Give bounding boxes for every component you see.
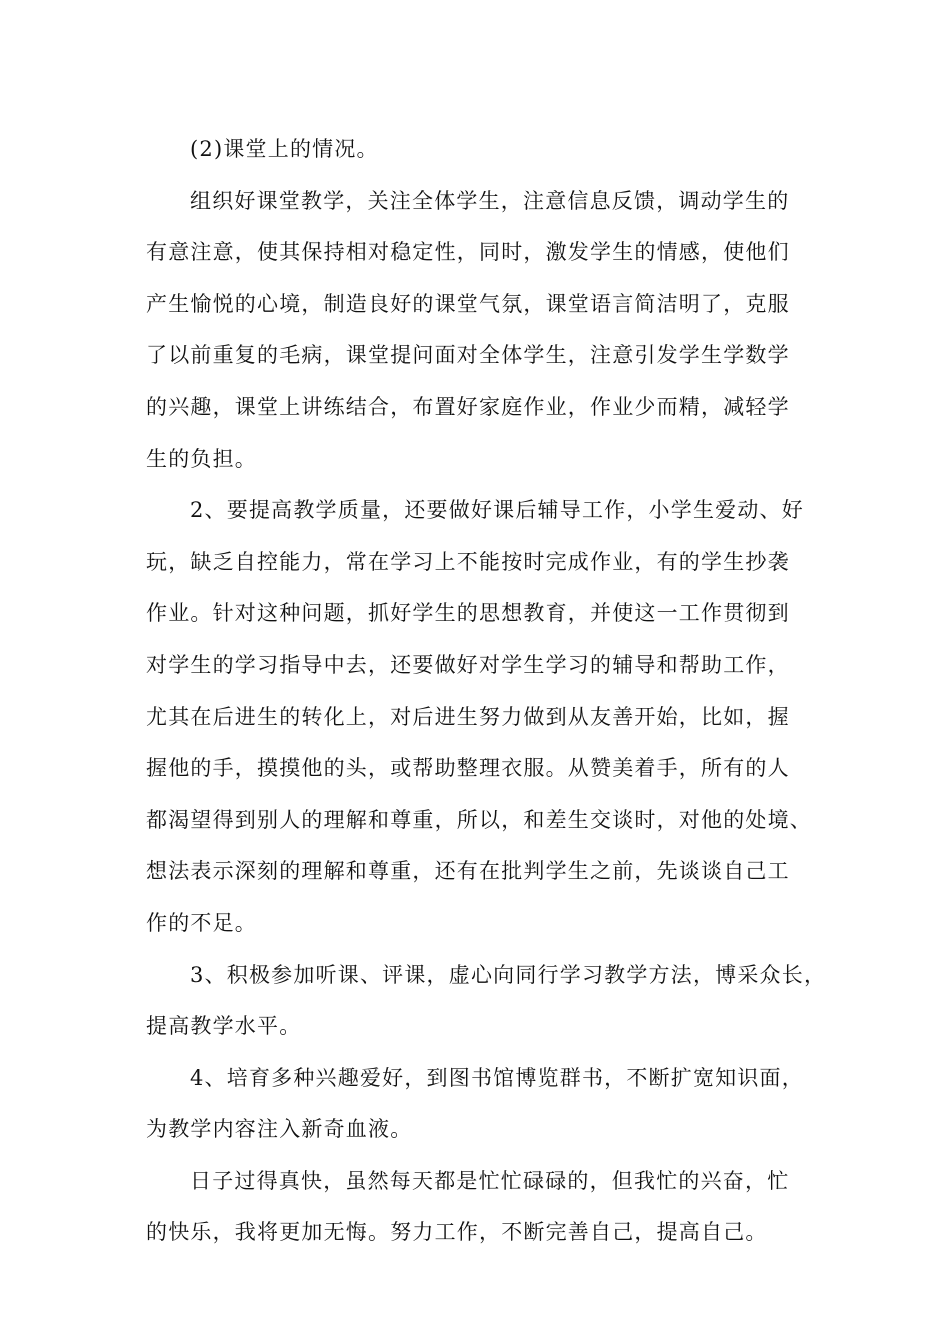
- text-line: 组织好课堂教学，关注全体学生，注意信息反馈，调动学生的: [190, 188, 790, 213]
- text-line: 3、积极参加听课、评课，虚心向同行学习教学方法，博采众长，: [190, 962, 827, 987]
- text-line: 的兴趣，课堂上讲练结合，布置好家庭作业，作业少而精，减轻学: [146, 394, 790, 419]
- text-line: 2、要提高教学质量，还要做好课后辅导工作，小学生爱动、好: [190, 498, 804, 523]
- text-line: 有意注意，使其保持相对稳定性，同时，激发学生的情感，使他们: [146, 240, 790, 265]
- text-line: 玩，缺乏自控能力，常在学习上不能按时完成作业，有的学生抄袭: [146, 549, 790, 574]
- text-line: (2)课堂上的情况。: [190, 137, 379, 161]
- text-line: 作业。针对这种问题，抓好学生的思想教育，并使这一工作贯彻到: [146, 601, 790, 626]
- text-line: 4、培育多种兴趣爱好，到图书馆博览群书，不断扩宽知识面，: [190, 1065, 804, 1090]
- text-line: 想法表示深刻的理解和尊重，还有在批判学生之前，先谈谈自己工: [146, 859, 790, 884]
- text-line: 为教学内容注入新奇血液。: [146, 1117, 413, 1142]
- text-line: 产生愉悦的心境，制造良好的课堂气氛，课堂语言简洁明了，克服: [146, 291, 790, 316]
- text-line: 都渴望得到别人的理解和尊重，所以，和差生交谈时，对他的处境、: [146, 807, 812, 832]
- document-body: [146, 124, 836, 1259]
- text-line: 的快乐，我将更加无悔。努力工作，不断完善自己，提高自己。: [146, 1220, 768, 1245]
- text-line: 作的不足。: [146, 910, 257, 935]
- text-line: 生的负担。: [146, 446, 257, 471]
- text-line: 对学生的学习指导中去，还要做好对学生学习的辅导和帮助工作，: [146, 652, 790, 677]
- text-line: 握他的手，摸摸他的头，或帮助整理衣服。从赞美着手，所有的人: [146, 756, 790, 781]
- text-line: 尤其在后进生的转化上，对后进生努力做到从友善开始，比如，握: [146, 704, 790, 729]
- text-line: 提高教学水平。: [146, 1014, 302, 1039]
- text-line: 日子过得真快，虽然每天都是忙忙碌碌的，但我忙的兴奋，忙: [190, 1168, 790, 1193]
- text-line: 了以前重复的毛病，课堂提问面对全体学生，注意引发学生学数学: [146, 343, 790, 368]
